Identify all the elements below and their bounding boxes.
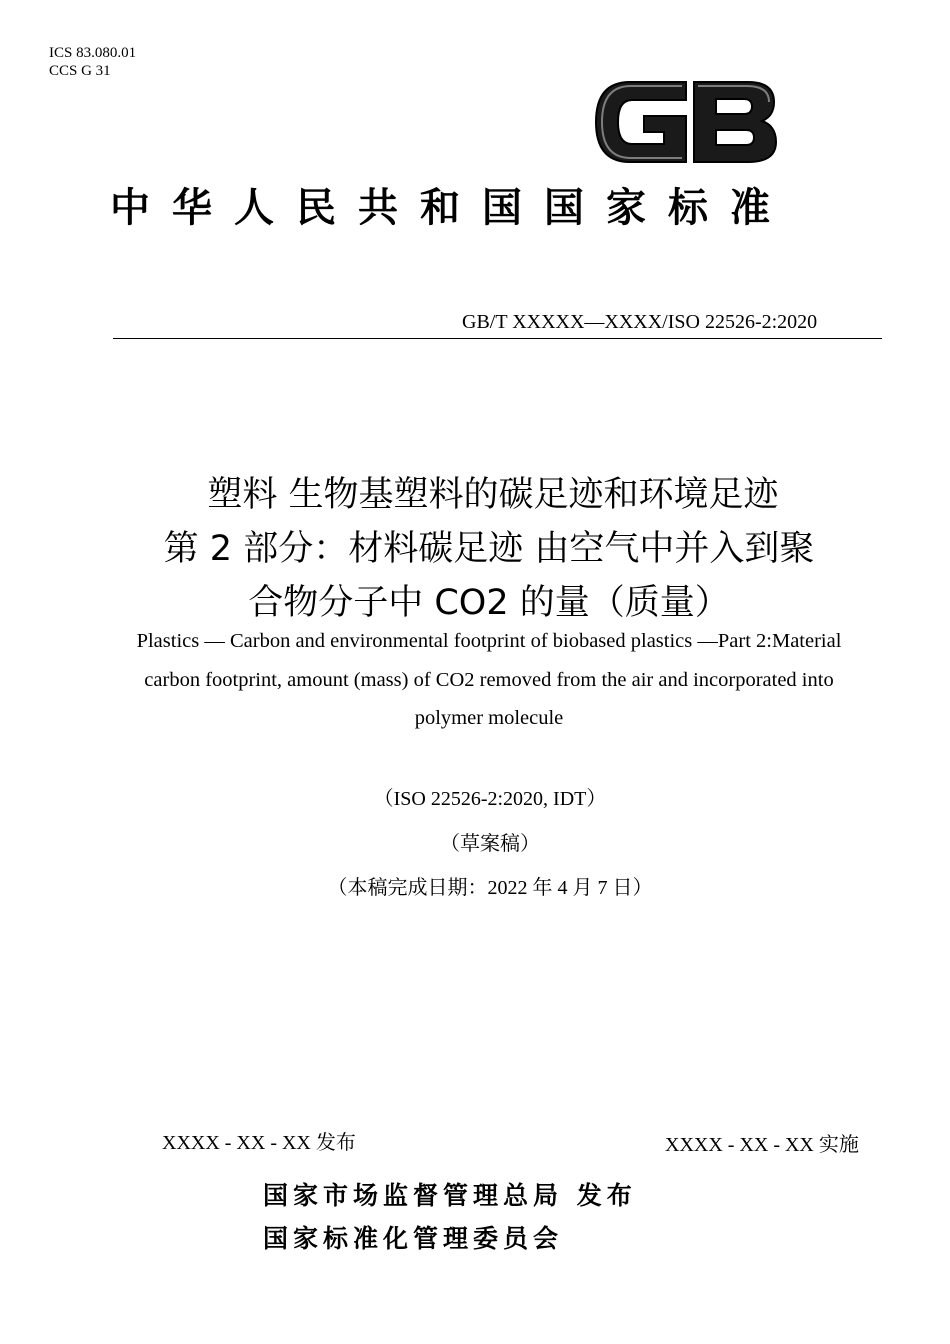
classification-codes bbox=[49, 44, 136, 80]
english-title bbox=[80, 622, 898, 738]
national-standard-title: 中华人民共和国国家标准 bbox=[110, 185, 792, 231]
chinese-title-line-3: 合物分子中 CO2 的量（质量） bbox=[248, 583, 730, 623]
standard-number: GB/T XXXXX—XXXX/ISO 22526-2:2020 bbox=[462, 311, 818, 333]
implementation-date: XXXX - XX - XX 实施 bbox=[665, 1134, 859, 1156]
ccs-code: CCS G 31 bbox=[49, 63, 111, 79]
publisher-line-2: 国家标准化管理委员会 bbox=[263, 1224, 564, 1253]
chinese-title-line-2: 第 2 部分：材料碳足迹 由空气中并入到聚 bbox=[163, 529, 815, 569]
chinese-title bbox=[60, 468, 918, 630]
adoption-note: （ISO 22526-2:2020, IDT） bbox=[373, 788, 607, 810]
english-title-line-1: Plastics — Carbon and environmental footprint of biobased plastics —Part 2:Material bbox=[136, 630, 842, 652]
completion-date: （本稿完成日期：2022 年 4 月 7 日） bbox=[327, 877, 653, 899]
chinese-title-line-1: 塑料 生物基塑料的碳足迹和环境足迹 bbox=[207, 475, 779, 515]
gb-logo bbox=[590, 72, 780, 172]
draft-status: （草案稿） bbox=[440, 833, 540, 855]
publisher-line-1: 国家市场监督管理总局 发布 bbox=[263, 1181, 637, 1210]
english-title-line-3: polymer molecule bbox=[414, 707, 564, 729]
english-title-line-2: carbon footprint, amount (mass) of CO2 removed from the air and incorporated into bbox=[144, 668, 834, 691]
header-divider bbox=[113, 338, 882, 339]
ics-code: ICS 83.080.01 bbox=[49, 45, 137, 61]
issue-date: XXXX - XX - XX 发布 bbox=[162, 1132, 356, 1154]
